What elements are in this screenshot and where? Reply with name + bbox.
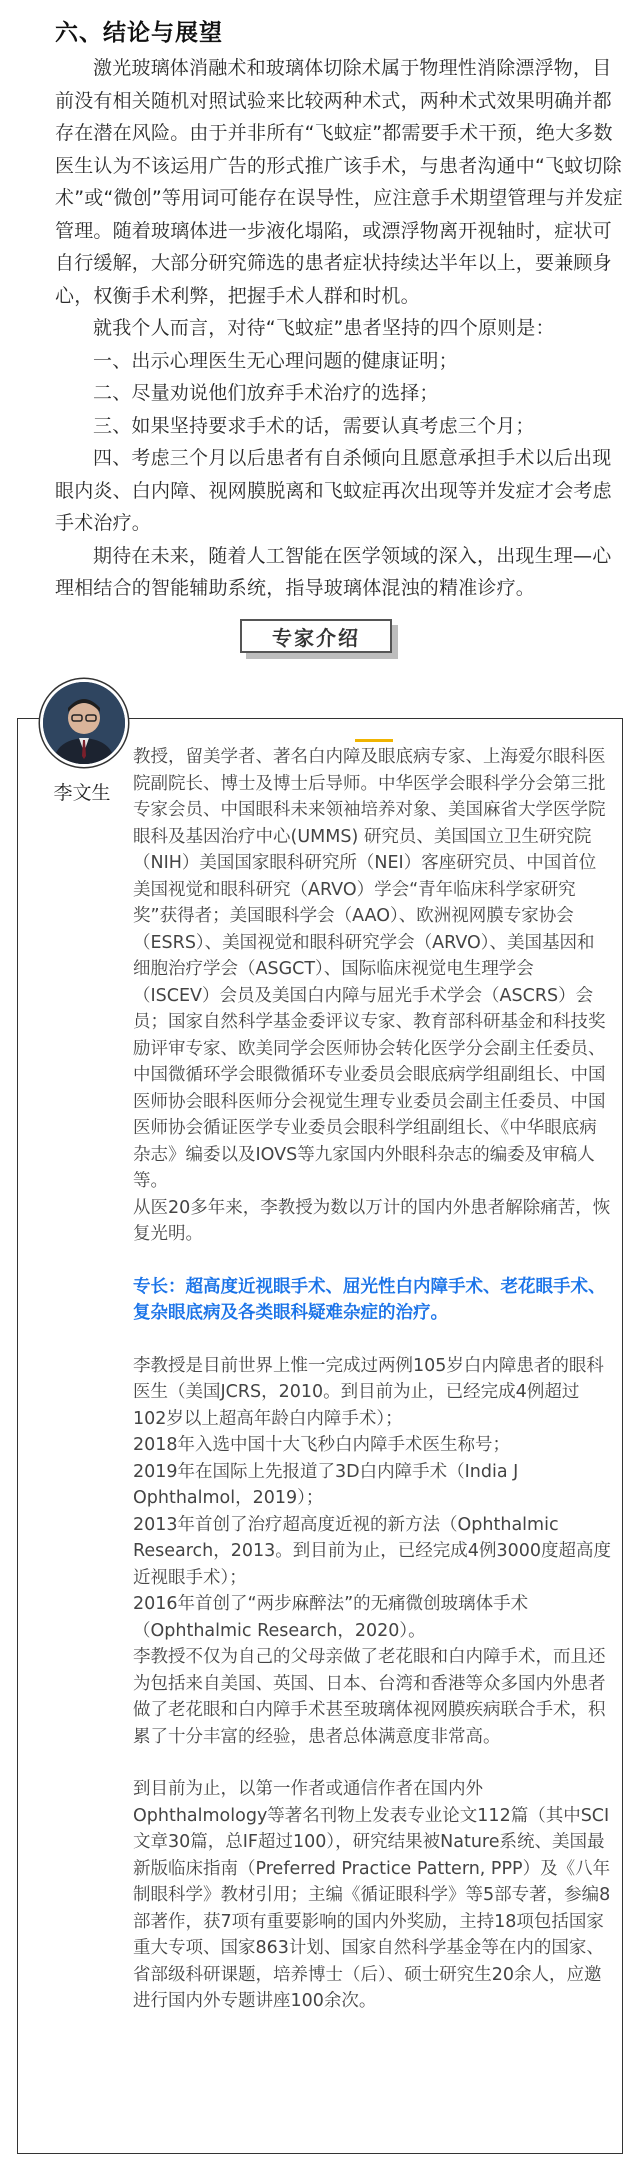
bio-publications: 到目前为止，以第一作者或通信作者在国内外Ophthalmology等著名刊物上发表专业论文112篇（其中SCI文章30篇，总IF超过100），研究结果被Nature系统、美国最新版临床指南（Preferred Practice Pattern, PPP）及《八年制眼科学》教材引用；主编《循证眼科学》等5部专著，参编8部著作，获7项有重要影响的国内外奖励，主持18项包括国家重大专项、国家863计划、国家自然科学基金等在内的国家、省部级科研课题，培养博士（后）、硕士研究生20余人，应邀进行国内外专题讲座100余次。 <box>133 1779 611 2011</box>
achievement-item: 李教授不仅为自己的父母亲做了老花眼和白内障手术，而且还为包括来自美国、英国、日本、台湾和香港等众多国内外患者做了老花眼和白内障手术甚至玻璃体视网膜疾病联合手术，积累了十分丰富的经验，患者总体满意度非常高。 <box>133 1647 606 1747</box>
expert-banner <box>240 619 400 661</box>
achievement-item: 李教授是目前世界上惟一完成过两例105岁白内障患者的眼科医生（美国JCRS，2010。到目前为止，已经完成4例超过102岁以上超高年龄白内障手术）； <box>133 1355 604 1429</box>
expert-avatar <box>40 679 128 767</box>
expert-bio <box>133 744 611 2015</box>
principles-intro: 就我个人而言，对待“飞蚊症”患者坚持的四个原则是： <box>93 317 555 339</box>
achievement-item: 2018年入选中国十大飞秒白内障手术医生称号； <box>133 1435 511 1455</box>
principle-3: 三、如果坚持要求手术的话，需要认真考虑三个月； <box>93 414 535 437</box>
article-body <box>55 52 623 605</box>
achievement-item: 2016年首创了“两步麻醉法”的无痛微创玻璃体手术（Ophthalmic Research，2020）。 <box>133 1594 529 1641</box>
section-title: 六、结论与展望 <box>55 20 223 46</box>
principle-2: 二、尽量劝说他们放弃手术治疗的选择； <box>93 382 439 404</box>
achievement-item: 2019年在国际上先报道了3D白内障手术（India J Ophthalmol，2019）； <box>133 1461 519 1508</box>
principle-4: 四、考虑三个月以后患者有自杀倾向且愿意承担手术以后出现眼内炎、白内障、视网膜脱离和飞蚊症再次出现等并发症才会考虑手术治疗。 <box>55 447 612 534</box>
principle-1: 一、出示心理医生无心理问题的健康证明； <box>93 349 458 372</box>
conclusion-paragraph: 激光玻璃体消融术和玻璃体切除术属于物理性消除漂浮物，目前没有相关随机对照试验来比较两种术式，两种术式效果明确并都存在潜在风险。由于并非所有“飞蚊症”都需要手术干预，绝大多数医生认为不该运用广告的形式推广该手术，与患者沟通中“飞蚊切除术”或“微创”等用词可能存在误导性，应注意手术期望管理与并发症管理。随着玻璃体进一步液化塌陷，或漂浮物离开视轴时，症状可自行缓解，大部分研究筛选的患者症状持续达半年以上，要兼顾身心，权衡手术利弊，把握手术人群和时机。 <box>55 57 623 307</box>
bio-years: 从医20多年来，李教授为数以万计的国内外患者解除痛苦，恢复光明。 <box>133 1197 611 1244</box>
accent-divider <box>355 739 393 742</box>
expert-name: 李文生 <box>53 782 111 804</box>
bio-intro: 教授，留美学者、著名白内障及眼底病专家、上海爱尔眼科医院副院长、博士及博士后导师。中华医学会眼科学分会第三批专家会员、中国眼科未来领袖培养对象、美国麻省大学医学院眼科及基因治疗中心(UMMS) 研究员、美国国立卫生研究院（NIH）美国国家眼科研究所（NEI）客座研究员、中国首位美国视觉和眼科研究（ARVO）学会“青年临床科学家研究奖”获得者；美国眼科学会（AAO）、欧洲视网膜专家协会（ESRS）、美国视觉和眼科研究学会（ARVO）、美国基因和细胞治疗学会（ASGCT）、国际临床视觉电生理学会（ISCEV）会员及美国白内障与屈光手术学会（ASCRS）会员；国家自然科学基金委评议专家、教育部科研基金和科技奖励评审专家、欧美同学会医师协会转化医学分会副主任委员、中国微循环学会眼微循环专业委员会眼底病学组副组长、中国医师协会眼科医师分会视觉生理专业委员会副主任委员、中国医师协会循证医学专业委员会眼科学组副组长、《中华眼底病杂志》编委以及IOVS等九家国内外眼科杂志的编委及审稿人等。 <box>133 747 606 1191</box>
outlook-paragraph: 期待在未来，随着人工智能在医学领域的深入，出现生理—心理相结合的智能辅助系统，指导玻璃体混浊的精准诊疗。 <box>55 544 612 599</box>
achievement-item: 2013年首创了治疗超高度近视的新方法（Ophthalmic Research，2013。到目前为止，已经完成4例3000度超高度近视眼手术）； <box>133 1514 611 1588</box>
bio-specialty: 专长：超高度近视眼手术、屈光性白内障手术、老花眼手术、复杂眼底病及各类眼科疑难杂症的治疗。 <box>133 1276 606 1323</box>
banner-title: 专家介绍 <box>240 619 392 653</box>
